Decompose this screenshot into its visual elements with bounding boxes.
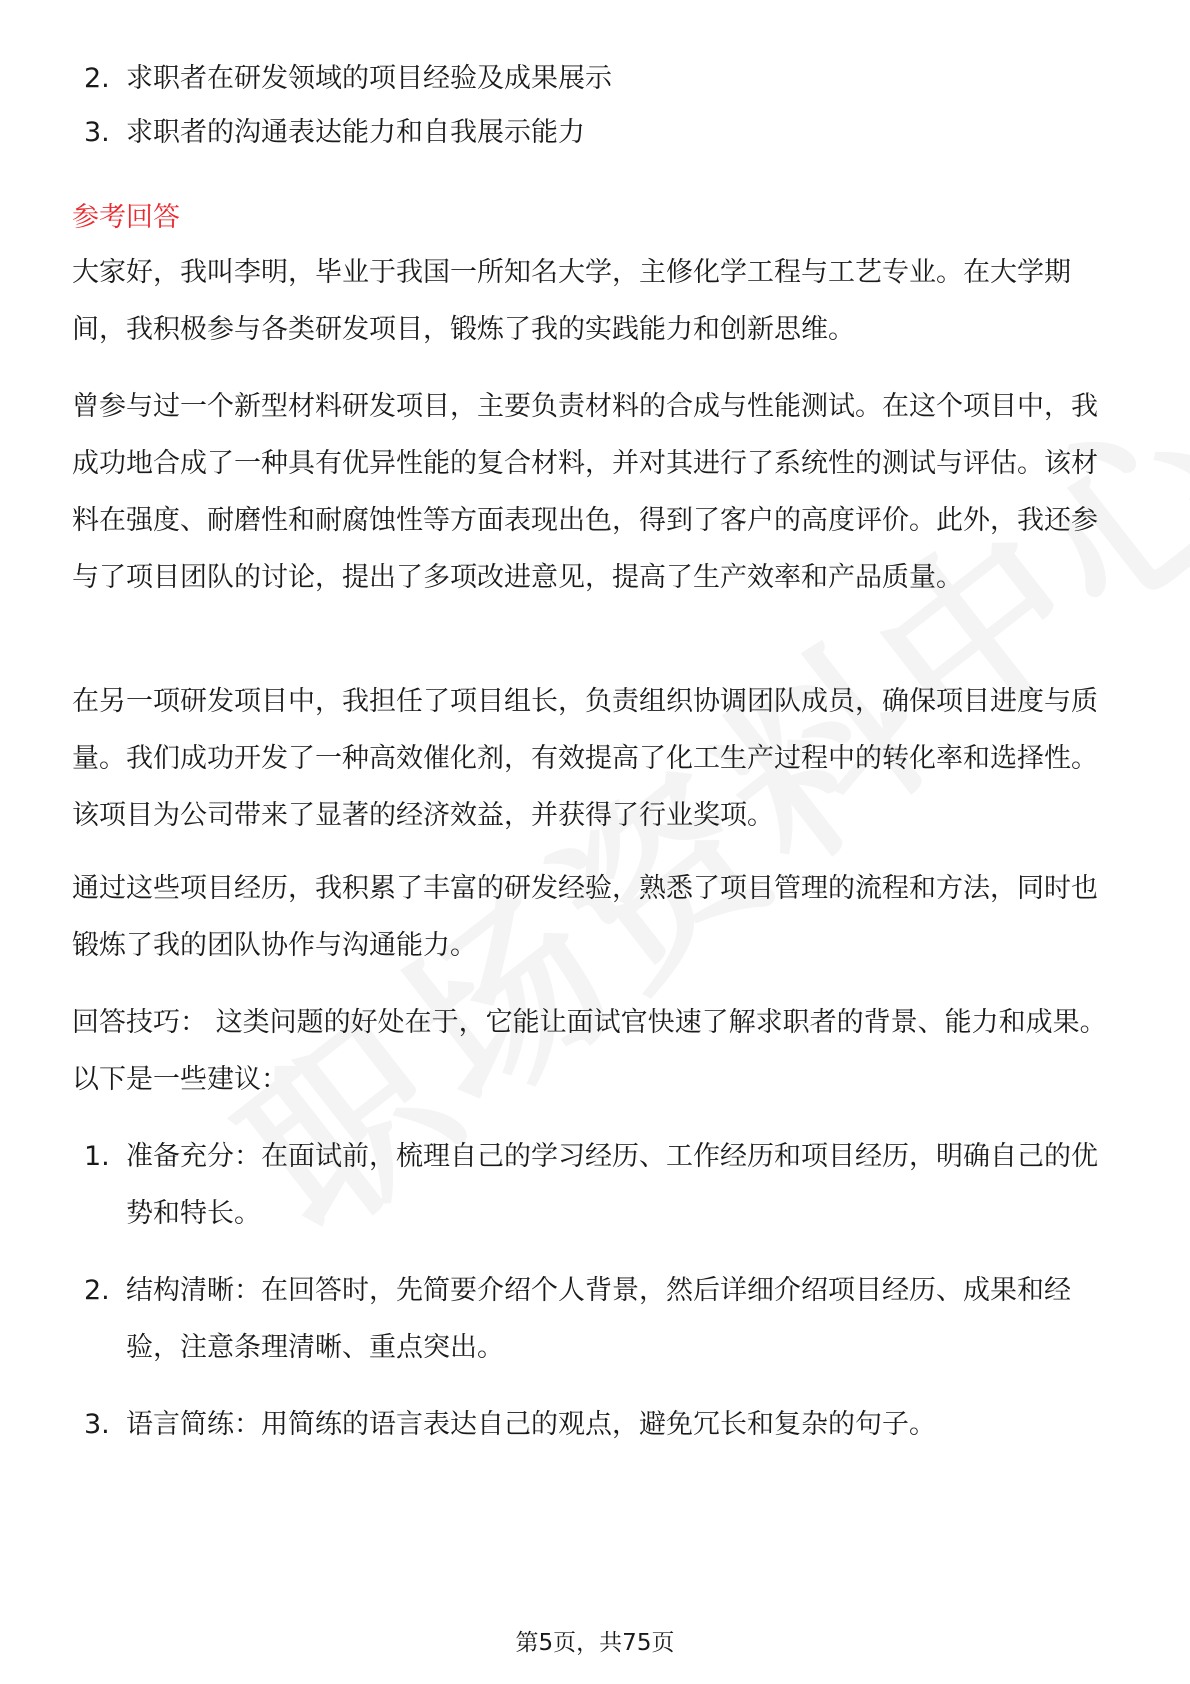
tip-number: 3. <box>84 1409 110 1440</box>
paragraph-project-two: 在另一项研发项目中，我担任了项目组长，负责组织协调团队成员，确保项目进度与质量。我们成功开发了一种高效催化剂，有效提高了化工生产过程中的转化率和选择性。该项目为公司带来了显著的经济效益，并获得了行业奖项。 <box>72 686 1098 831</box>
paragraph-intro: 大家好，我叫李明，毕业于我国一所知名大学，主修化学工程与工艺专业。在大学期间，我积极参与各类研发项目，锻炼了我的实践能力和创新思维。 <box>72 257 1071 345</box>
tip-item <box>72 1396 1122 1453</box>
list-text: 求职者在研发领域的项目经验及成果展示 <box>126 63 612 94</box>
tip-text: 结构清晰：在回答时，先简要介绍个人背景，然后详细介绍项目经历、成果和经验，注意条理清晰、重点突出。 <box>126 1275 1071 1363</box>
list-item <box>72 104 1122 161</box>
tip-text: 准备充分：在面试前，梳理自己的学习经历、工作经历和项目经历，明确自己的优势和特长。 <box>126 1141 1098 1229</box>
tip-text: 语言简练：用简练的语言表达自己的观点，避免冗长和复杂的句子。 <box>126 1409 936 1440</box>
tip-item <box>72 1128 1122 1242</box>
tip-item <box>72 1262 1122 1376</box>
page-footer: 第5页，共75页 <box>515 1630 675 1656</box>
tip-number: 1. <box>84 1141 110 1172</box>
paragraph-summary: 通过这些项目经历，我积累了丰富的研发经验，熟悉了项目管理的流程和方法，同时也锻炼了我的团队协作与沟通能力。 <box>72 873 1098 961</box>
paragraph-tips-intro: 回答技巧： 这类问题的好处在于，它能让面试官快速了解求职者的背景、能力和成果。以下是一些建议： <box>72 1007 1107 1095</box>
list-text: 求职者的沟通表达能力和自我展示能力 <box>126 117 585 148</box>
list-number: 2. <box>84 63 110 94</box>
paragraph-project-one: 曾参与过一个新型材料研发项目，主要负责材料的合成与性能测试。在这个项目中，我成功地合成了一种具有优异性能的复合材料，并对其进行了系统性的测试与评估。该材料在强度、耐磨性和耐腐蚀性等方面表现出色，得到了客户的高度评价。此外，我还参与了项目团队的讨论，提出了多项改进意见，提高了生产效率和产品质量。 <box>72 391 1098 593</box>
list-item <box>72 50 1122 107</box>
tip-number: 2. <box>84 1275 110 1306</box>
section-title: 参考回答 <box>72 202 180 233</box>
list-number: 3. <box>84 117 110 148</box>
